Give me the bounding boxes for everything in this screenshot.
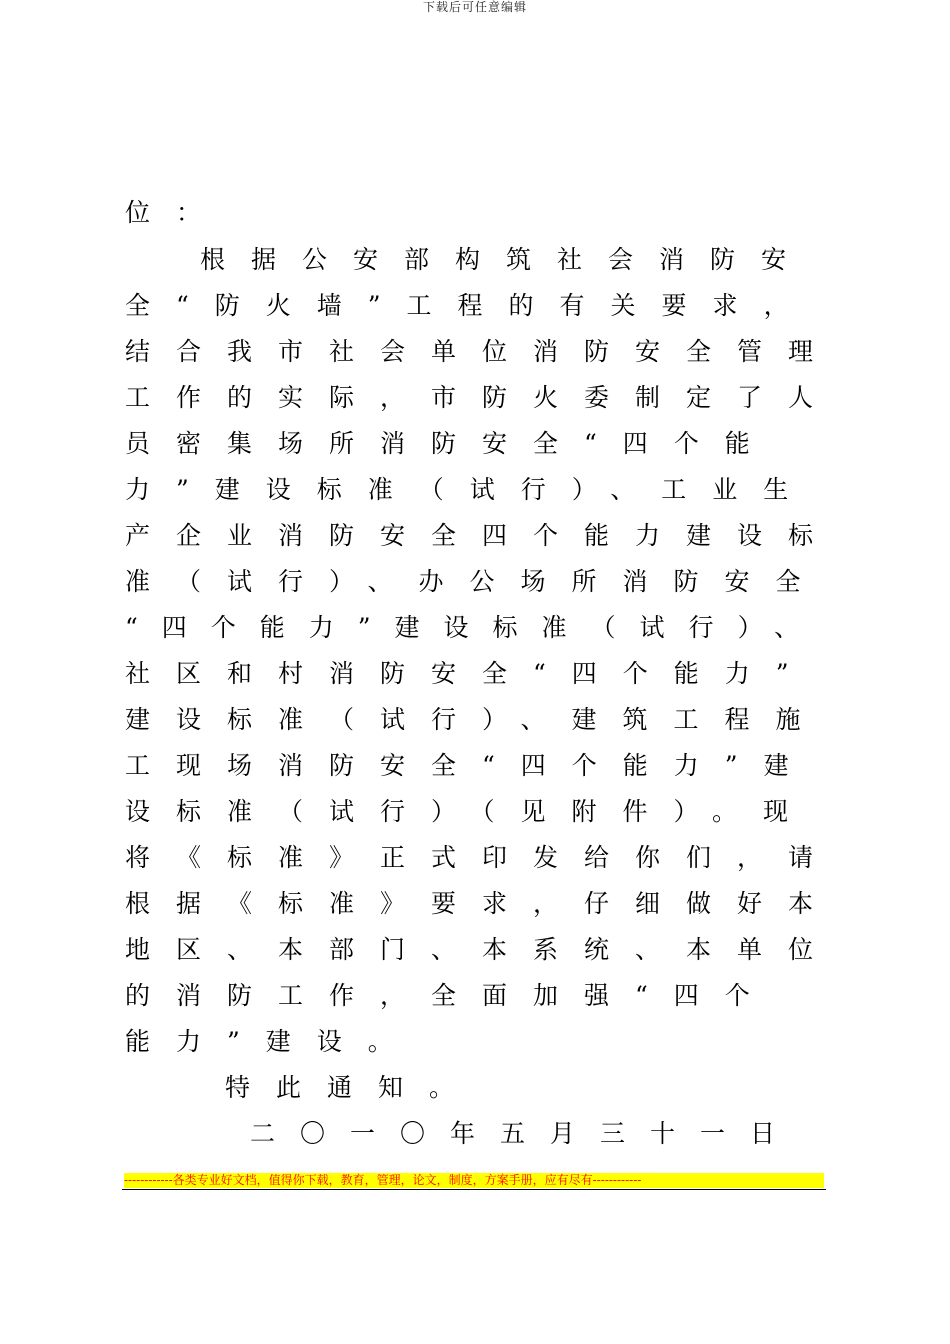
body-line-5: 工作的实际，市防火委制定了人 [125,383,840,412]
body-line-8: 产企业消防安全四个能力建设标 [125,521,840,550]
body-line-4: 结合我市社会单位消防安全管理 [125,337,840,366]
body-line-1: 位： [125,198,228,227]
body-line-13: 工现场消防安全“四个能力”建 [125,751,815,780]
closing-line: 特此通知。 [225,1073,481,1102]
body-line-2: 根据公安部构筑社会消防安 [200,245,813,274]
date-line: 二〇一〇年五月三十一日 [250,1119,801,1148]
footer-divider [122,1189,826,1190]
body-line-17: 地区、本部门、本系统、本单位 [125,935,840,964]
body-line-11: 社区和村消防安全“四个能力” [125,659,815,688]
body-line-9: 准（试行）、办公场所消防安全 [125,567,827,596]
body-line-12: 建设标准（试行）、建筑工程施 [125,705,827,734]
body-line-16: 根据《标准》要求，仔细做好本 [125,889,840,918]
body-line-18: 的消防工作，全面加强“四个 [125,981,776,1010]
body-line-14: 设标准（试行）（见附件）。现 [125,797,815,826]
body-line-3: 全“防火墙”工程的有关要求， [125,291,815,320]
body-line-7: 力”建设标准（试行）、工业生 [125,475,815,504]
body-line-6: 员密集场所消防安全“四个能 [125,429,776,458]
footer-banner: ------------各类专业好文档，值得你下载，教育，管理，论文，制度，方案手册，应有尽有------------ [124,1173,824,1188]
body-line-15: 将《标准》正式印发给你们，请 [125,843,840,872]
page-header: 下载后可任意编辑 [422,0,527,14]
body-line-10: “四个能力”建设标准（试行）、 [125,613,824,642]
body-line-19: 能力”建设。 [125,1027,419,1056]
